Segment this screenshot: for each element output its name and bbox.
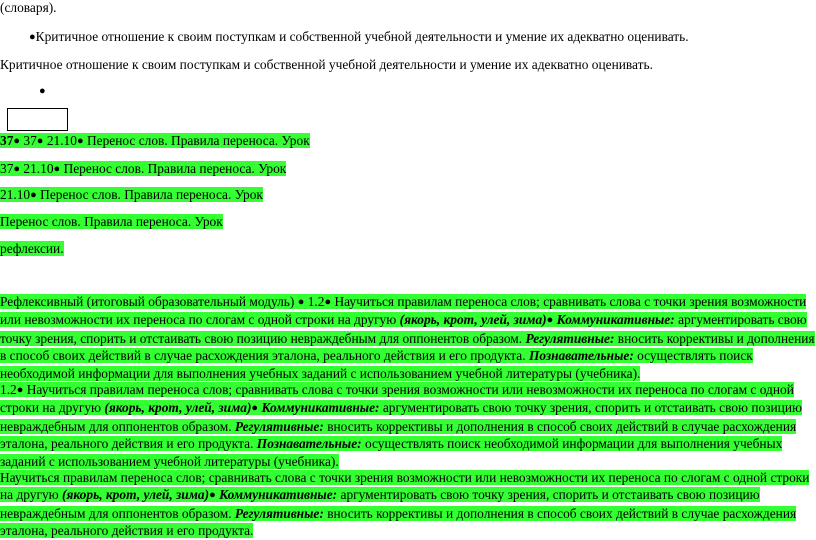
lesson-number-bold: 37 [0,133,14,148]
criteria-line: Критичное отношение к своим поступкам и собственной учебной деятельности и умение их адекватно оценивать. [0,57,653,72]
bullet-icon: ● [546,314,554,327]
bullet-icon: ● [297,296,305,308]
module-paragraph: Рефлексивный (итоговый образовательный модуль) ● 1.2● Научиться правилам переноса слов; сравнивать слова с точки зрения возможности или невозможности их переноса по слогам с одной строки на другую (якорь, крот, улей, зима)● Коммуникативные: аргументировать свою точку зрения, спорить и отстаивать свою позицию невраждебным для оппонентов образом. Регулятивные: вносить коррективы и дополнения в способ своих действий в случае расхождения эталона, реального действия и его продукта. Познавательные: осуществлять поиск необходимой информации для выполнения учебных заданий с использованием учебной литературы (учебника). [0,294,815,381]
skills-paragraph: 1.2● Научиться правилам переноса слов; сравнивать слова с точки зрения возможности или невозможности их переноса по слогам с одной строки на другую (якорь, крот, улей, зима)● Коммуникативные: аргументировать свою точку зрения, спорить и отстаивать свою позицию невраждебным для оппонентов образом. Регулятивные: вносить коррективы и дополнения в способ своих действий в случае расхождения эталона, реального действия и его продукта. Познавательные: осуществлять поиск необходимой информации для выполнения учебных заданий с использованием учебной литературы (учебника). [0,382,803,469]
bullet-icon: ● [76,135,84,147]
bullet-icon: ● [53,163,61,175]
lesson-line-2: 37● 21.10● Перенос слов. Правила переноса. Урок [0,161,287,176]
bullet-icon: ● [30,189,37,201]
top-fragment: (словаря). [0,0,57,15]
bullet-icon: ● [13,163,21,175]
criteria-text: Критичное отношение к своим поступкам и собственной учебной деятельности и умение их адекватно оценивать. [35,29,689,44]
criteria-bullet-line [29,29,689,45]
bullet-icon: ● [36,135,44,147]
bullet-icon: ● [13,135,21,147]
lesson-line-4: Перенос слов. Правила переноса. Урок [0,214,223,229]
bullet-icon: ● [29,31,36,43]
empty-bullet [39,83,46,99]
bullet-icon: ● [324,296,332,308]
bullet-icon: ● [209,489,216,502]
empty-cell-box [7,108,68,131]
bullet-icon: ● [39,85,46,97]
bullet-icon: ● [251,402,259,415]
learn-paragraph: Научиться правилам переноса слов; сравнивать слова с точки зрения возможности или невозможности их переноса по слогам с одной строки на другую (якорь, крот, улей, зима)● Коммуникативные: аргументировать свою точку зрения, спорить и отстаивать свою позицию невраждебным для оппонентов образом. Регулятивные: вносить коррективы и дополнения в способ своих действий в случае расхождения эталона, реального действия и его продукта. [0,470,810,539]
lesson-line-3: 21.10● Перенос слов. Правила переноса. Урок [0,187,263,202]
reflexia-line: рефлексии. [0,241,64,256]
lesson-line-1: 37● 37● 21.10● Перенос слов. Правила переноса. Урок [0,133,310,148]
bullet-icon: ● [16,384,24,396]
